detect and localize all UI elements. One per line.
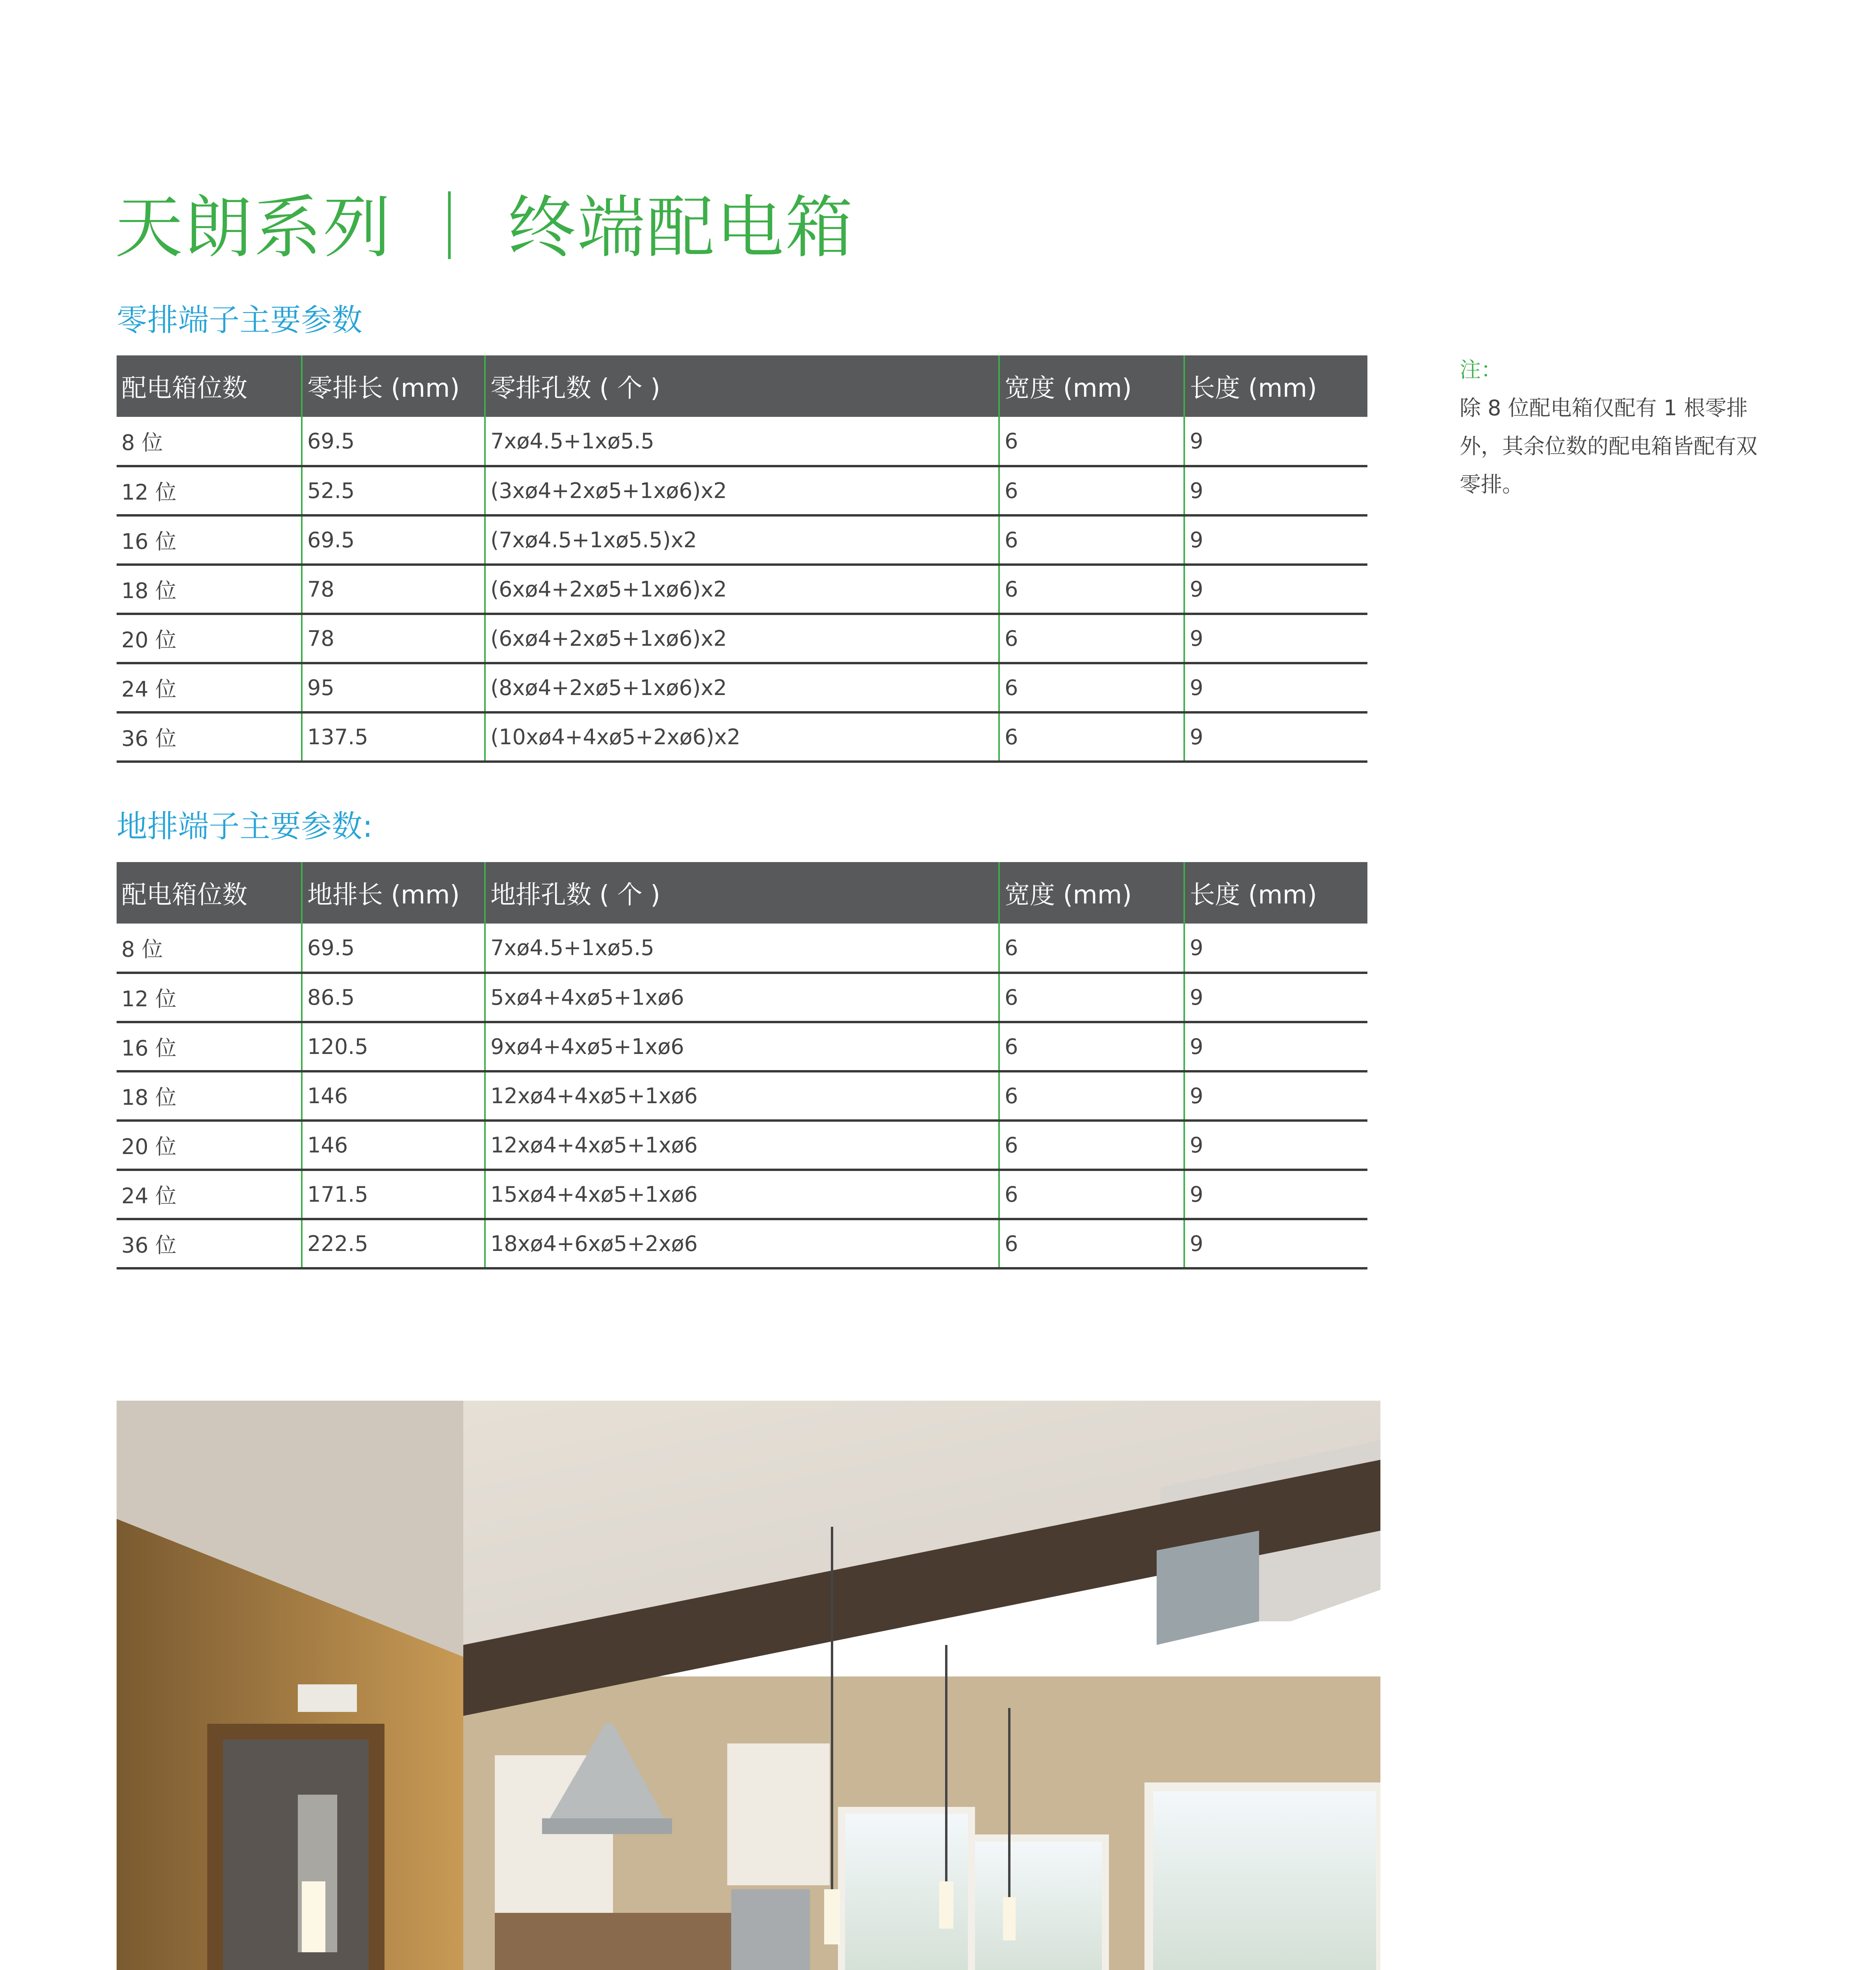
- table-row: [117, 417, 1367, 466]
- ground-table-heading: 地排端子主要参数:: [117, 809, 373, 844]
- ground-bar-table: [117, 862, 1367, 1269]
- note-label: 注：: [1460, 357, 1502, 382]
- table-cell: 171.5: [302, 1170, 485, 1219]
- table-cell: 78: [302, 565, 485, 614]
- table-cell: 69.5: [302, 417, 485, 466]
- table-cell: 15xø4+4xø5+1xø6: [485, 1170, 999, 1219]
- table-cell: 9: [1184, 663, 1367, 712]
- table-row: [117, 1170, 1367, 1219]
- column-header: 宽度 (mm): [999, 355, 1184, 417]
- table-row: [117, 466, 1367, 515]
- table-cell: (8xø4+2xø5+1xø6)x2: [485, 663, 999, 712]
- table-cell: 12 位: [117, 466, 302, 515]
- table-cell: 120.5: [302, 1022, 485, 1071]
- table-cell: 24 位: [117, 1170, 302, 1219]
- table-cell: 9: [1184, 1170, 1367, 1219]
- neutral-table-heading: 零排端子主要参数: [117, 303, 363, 338]
- table-cell: 12xø4+4xø5+1xø6: [485, 1121, 999, 1170]
- table-cell: 8 位: [117, 417, 302, 466]
- table-row: [117, 973, 1367, 1022]
- table-cell: 9: [1184, 565, 1367, 614]
- table-cell: 12 位: [117, 973, 302, 1022]
- column-header: 地排长 (mm): [302, 862, 485, 924]
- table-cell: 86.5: [302, 973, 485, 1022]
- table-cell: 6: [999, 565, 1184, 614]
- table-cell: 9: [1184, 515, 1367, 565]
- column-header: 长度 (mm): [1184, 355, 1367, 417]
- table-cell: 6: [999, 466, 1184, 515]
- table-cell: 18 位: [117, 1071, 302, 1121]
- table-row: [117, 663, 1367, 712]
- table-cell: 36 位: [117, 1219, 302, 1268]
- table-cell: 6: [999, 663, 1184, 712]
- table-cell: 146: [302, 1121, 485, 1170]
- table-cell: (6xø4+2xø5+1xø6)x2: [485, 614, 999, 663]
- table-cell: 6: [999, 924, 1184, 973]
- table-cell: 9: [1184, 1071, 1367, 1121]
- table-cell: 24 位: [117, 663, 302, 712]
- table-cell: 6: [999, 614, 1184, 663]
- table-cell: 20 位: [117, 1121, 302, 1170]
- table-cell: (10xø4+4xø5+2xø6)x2: [485, 712, 999, 762]
- table-cell: 7xø4.5+1xø5.5: [485, 417, 999, 466]
- table-cell: 12xø4+4xø5+1xø6: [485, 1071, 999, 1121]
- note-text: 除 8 位配电箱仅配有 1 根零排外，其余位数的配电箱皆配有双零排。: [1460, 396, 1757, 497]
- table-cell: 6: [999, 417, 1184, 466]
- table-cell: 9xø4+4xø5+1xø6: [485, 1022, 999, 1071]
- table-cell: 9: [1184, 614, 1367, 663]
- table-cell: (3xø4+2xø5+1xø6)x2: [485, 466, 999, 515]
- column-header: 零排长 (mm): [302, 355, 485, 417]
- table-cell: 9: [1184, 712, 1367, 762]
- table-cell: (6xø4+2xø5+1xø6)x2: [485, 565, 999, 614]
- table-cell: 78: [302, 614, 485, 663]
- table-cell: 16 位: [117, 1022, 302, 1071]
- table-row: [117, 515, 1367, 565]
- page-title: 天朗系列 ｜ 终端配电箱: [115, 188, 855, 267]
- table-cell: 9: [1184, 1022, 1367, 1071]
- table-row: [117, 924, 1367, 973]
- table-cell: 6: [999, 1170, 1184, 1219]
- table-cell: 6: [999, 515, 1184, 565]
- column-header: 长度 (mm): [1184, 862, 1367, 924]
- table-cell: 18 位: [117, 565, 302, 614]
- table-row: [117, 1121, 1367, 1170]
- table-cell: 8 位: [117, 924, 302, 973]
- kitchen-photo: [117, 1401, 1380, 1970]
- table-cell: 6: [999, 1121, 1184, 1170]
- column-header: 配电箱位数: [117, 862, 302, 924]
- table-cell: 9: [1184, 466, 1367, 515]
- column-header: 零排孔数 ( 个 ): [485, 355, 999, 417]
- table-cell: 9: [1184, 924, 1367, 973]
- column-header: 配电箱位数: [117, 355, 302, 417]
- table-cell: 6: [999, 1071, 1184, 1121]
- table-cell: 6: [999, 1022, 1184, 1071]
- table-cell: 18xø4+6xø5+2xø6: [485, 1219, 999, 1268]
- table-row: [117, 1071, 1367, 1121]
- table-cell: 9: [1184, 1219, 1367, 1268]
- table-cell: 69.5: [302, 924, 485, 973]
- table-header-row: [117, 355, 1367, 417]
- table-cell: 69.5: [302, 515, 485, 565]
- table-cell: 9: [1184, 973, 1367, 1022]
- table-cell: 9: [1184, 1121, 1367, 1170]
- table-row: [117, 1022, 1367, 1071]
- table-cell: 7xø4.5+1xø5.5: [485, 924, 999, 973]
- column-header: 地排孔数 ( 个 ): [485, 862, 999, 924]
- table-cell: (7xø4.5+1xø5.5)x2: [485, 515, 999, 565]
- table-cell: 6: [999, 712, 1184, 762]
- table-cell: 137.5: [302, 712, 485, 762]
- table-row: [117, 712, 1367, 762]
- table-cell: 16 位: [117, 515, 302, 565]
- table-cell: 222.5: [302, 1219, 485, 1268]
- table-row: [117, 565, 1367, 614]
- table-cell: 9: [1184, 417, 1367, 466]
- table-cell: 6: [999, 973, 1184, 1022]
- table-cell: 95: [302, 663, 485, 712]
- table-cell: 52.5: [302, 466, 485, 515]
- table-cell: 36 位: [117, 712, 302, 762]
- neutral-bar-table: [117, 355, 1367, 763]
- table-cell: 146: [302, 1071, 485, 1121]
- table-row: [117, 1219, 1367, 1268]
- column-header: 宽度 (mm): [999, 862, 1184, 924]
- table-cell: 5xø4+4xø5+1xø6: [485, 973, 999, 1022]
- table-cell: 6: [999, 1219, 1184, 1268]
- table-cell: 20 位: [117, 614, 302, 663]
- table-row: [117, 614, 1367, 663]
- table-header-row: [117, 862, 1367, 924]
- side-note: [1460, 351, 1767, 504]
